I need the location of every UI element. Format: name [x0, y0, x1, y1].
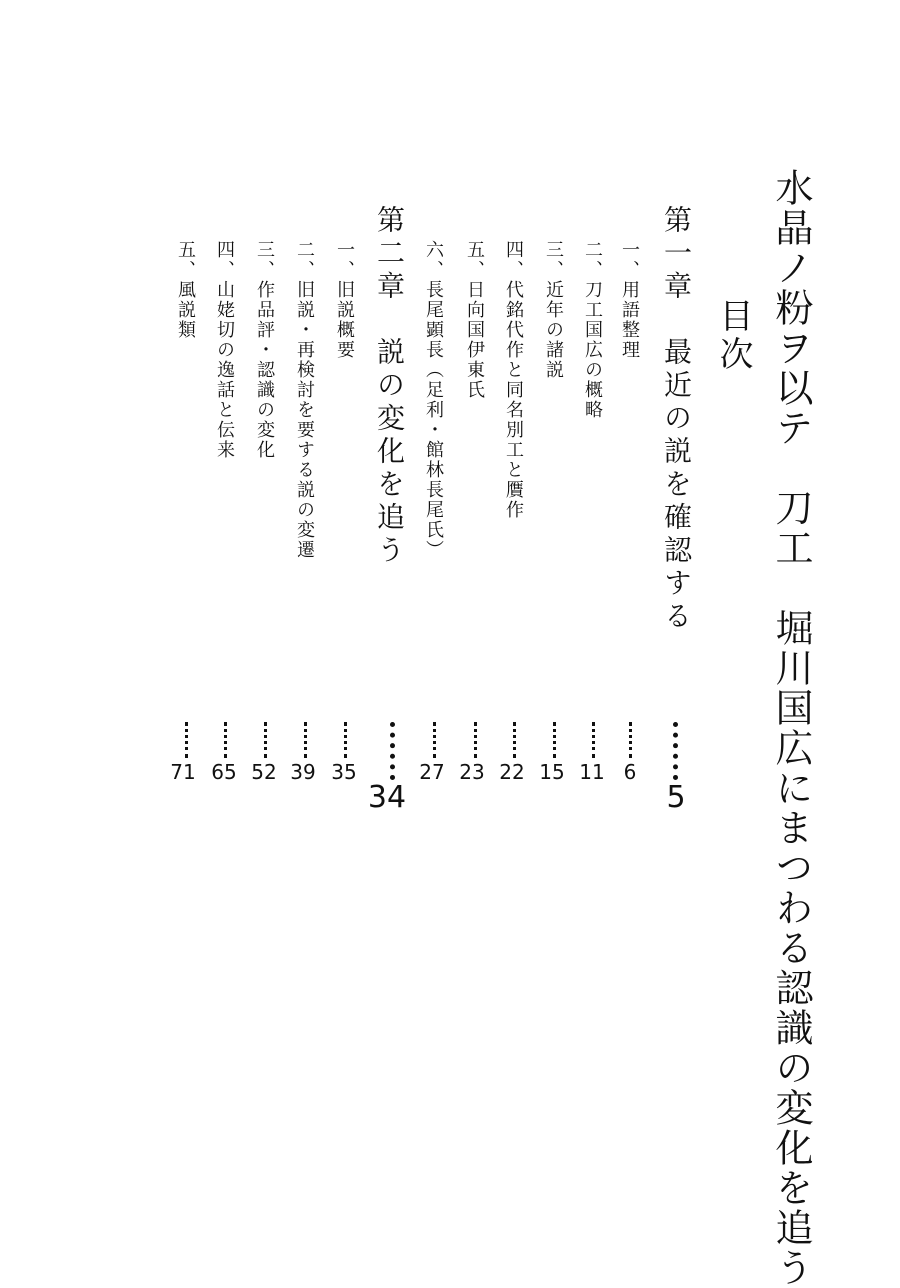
- section-2-1-leader: [344, 722, 347, 758]
- section-1-3-leader: [553, 722, 556, 758]
- toc-heading: 目次: [713, 298, 753, 374]
- section-1-1-page: 6: [623, 760, 637, 784]
- section-2-4-page: 65: [211, 760, 237, 784]
- section-2-5: 五、風説類: [175, 240, 196, 340]
- section-1-2-page: 11: [579, 760, 605, 784]
- section-2-2-page: 39: [290, 760, 316, 784]
- section-1-3-page: 15: [539, 760, 565, 784]
- section-1-1: 一、用語整理: [619, 240, 640, 360]
- section-1-6: 六、長尾顕長（足利・館林長尾氏）: [423, 240, 444, 560]
- section-1-6-page: 27: [419, 760, 445, 784]
- section-1-2: 二、刀工国広の概略: [582, 240, 603, 420]
- chapter-1-title: 第一章 最近の説を確認する: [660, 205, 693, 634]
- section-1-3: 三、近年の諸説: [543, 240, 564, 380]
- section-2-4-leader: [224, 722, 227, 758]
- section-1-4-leader: [513, 722, 516, 758]
- section-2-5-page: 71: [170, 760, 196, 784]
- section-1-5-leader: [474, 722, 477, 758]
- chapter-2-title: 第二章 説の変化を追う: [373, 205, 406, 568]
- chapter-1-page: 5: [666, 780, 686, 815]
- section-2-2: 二、旧説・再検討を要する説の変遷: [294, 240, 315, 560]
- chapter-1-leader: [673, 722, 678, 780]
- section-1-1-leader: [629, 722, 632, 758]
- section-1-4-page: 22: [499, 760, 525, 784]
- section-1-4: 四、代銘代作と同名別工と贋作: [503, 240, 524, 520]
- section-1-6-leader: [433, 722, 436, 758]
- section-1-2-leader: [592, 722, 595, 758]
- chapter-2-page: 34: [367, 780, 407, 815]
- section-2-2-leader: [304, 722, 307, 758]
- section-2-1: 一、旧説概要: [334, 240, 355, 360]
- chapter-2-leader: [390, 722, 395, 780]
- section-2-3-page: 52: [251, 760, 277, 784]
- section-1-5: 五、日向国伊東氏: [464, 240, 485, 400]
- section-2-3-leader: [264, 722, 267, 758]
- section-2-5-leader: [185, 722, 188, 758]
- book-title: 水晶ノ粉ヲ以テ 刀工 堀川国広にまつわる認識の変化を追う: [769, 168, 813, 1288]
- section-2-4: 四、山姥切の逸話と伝来: [214, 240, 235, 460]
- section-2-3: 三、作品評・認識の変化: [254, 240, 275, 460]
- section-1-5-page: 23: [459, 760, 485, 784]
- section-2-1-page: 35: [331, 760, 357, 784]
